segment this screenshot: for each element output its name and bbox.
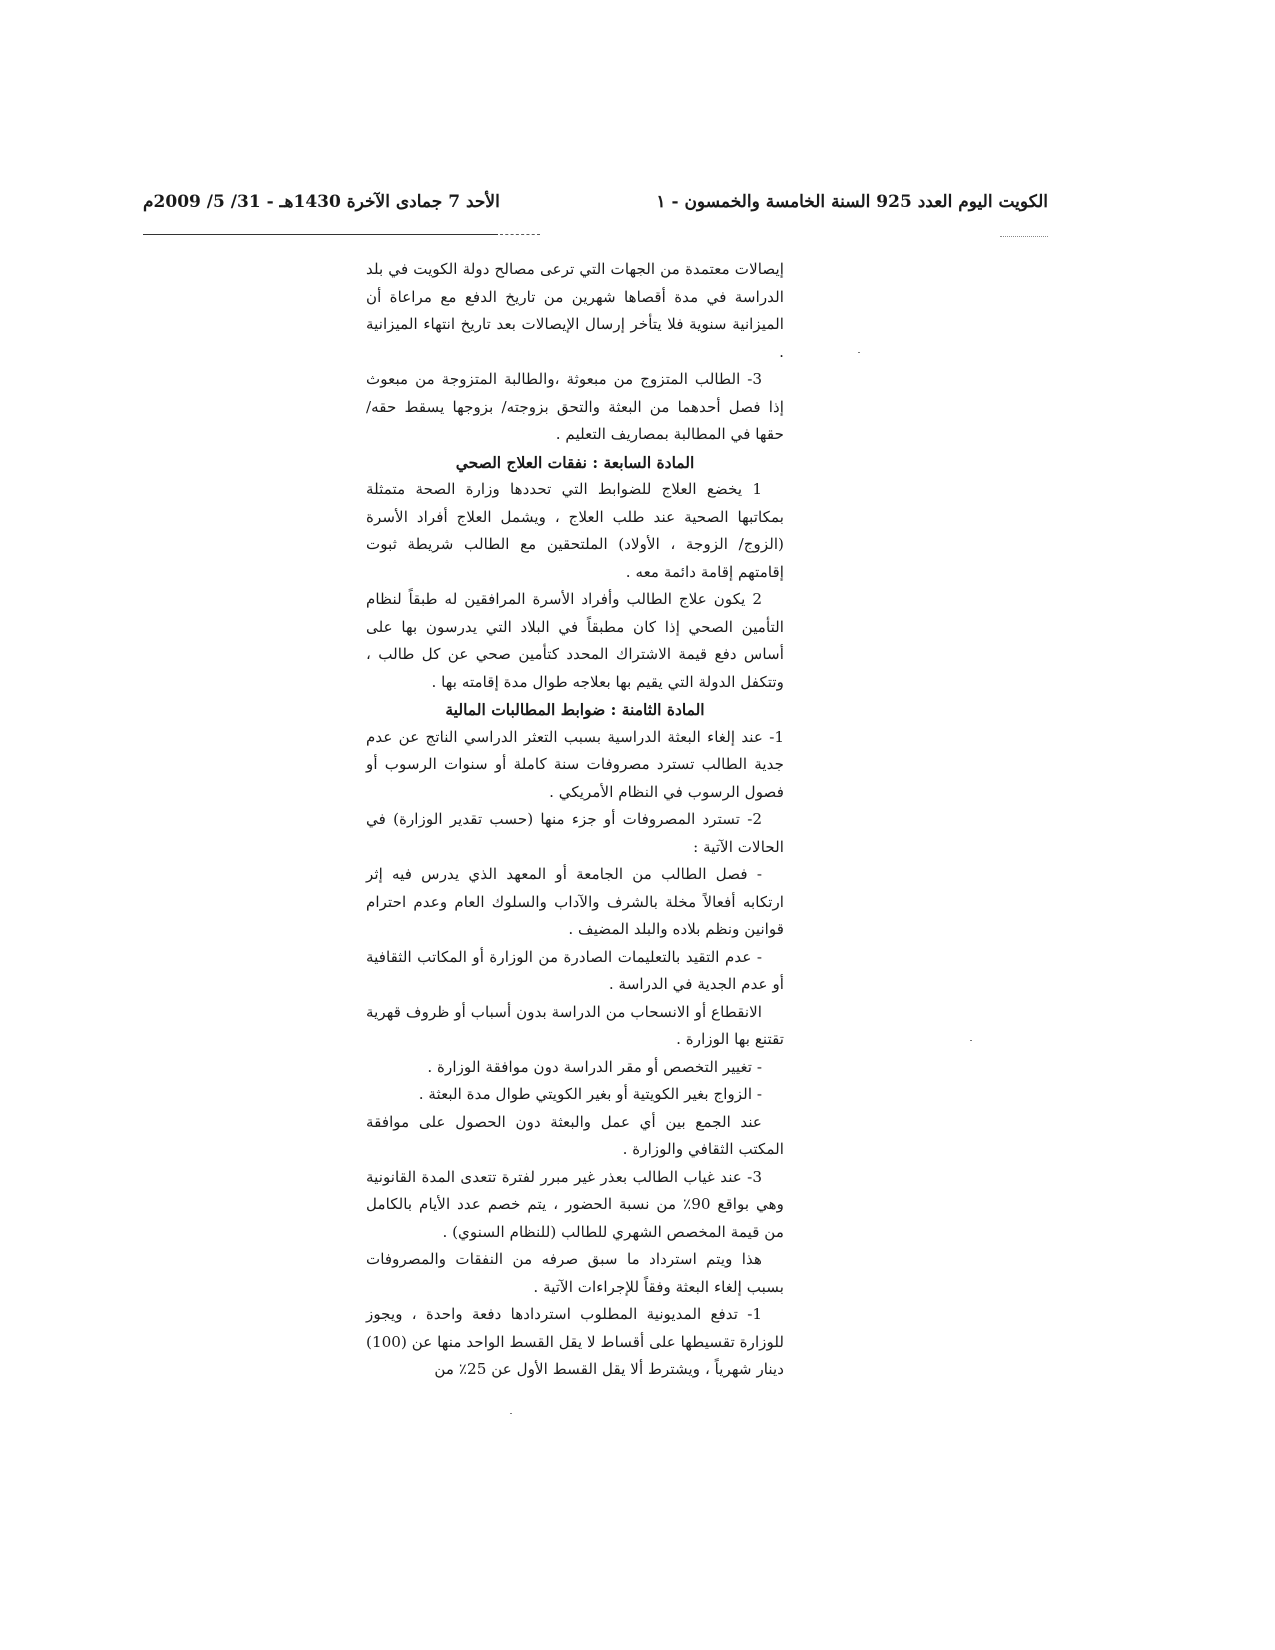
article-column xyxy=(366,256,784,1384)
page-header xyxy=(143,190,1048,220)
scan-speck xyxy=(970,1040,972,1041)
paragraph: 1- تدفع المديونية المطلوب استردادها دفعة واحدة ، ويجوز للوزارة تقسيطها على أقساط لا يقل القسط الواحد منها عن (100) دينار شهرياً ، ويشترط ألا يقل القسط الأول عن 25٪ من xyxy=(366,1305,784,1378)
paragraph: 2 يكون علاج الطالب وأفراد الأسرة المرافقين له طبقاً لنظام التأمين الصحي إذا كان مطبقاً في البلاد التي يدرسون بها على أساس دفع قيمة الاشتراك المحدد كتأمين صحي عن كل طالب ، وتتكفل الدولة التي يقيم بها بعلاجه طوال مدة إقامته بها . xyxy=(366,590,784,691)
paragraph: 3- عند غياب الطالب بعذر غير مبرر لفترة تتعدى المدة القانونية وهي بواقع 90٪ من نسبة الحضور ، يتم خصم عدد الأيام بالكامل من قيمة المخصص الشهري للطالب (للنظام السنوي) . xyxy=(366,1167,784,1241)
article-heading-8: المادة الثامنة : ضوابط المطالبات المالية xyxy=(445,700,705,719)
list-item: - تغيير التخصص أو مقر الدراسة دون موافقة الوزارة . xyxy=(427,1057,762,1076)
paragraph: 1- عند إلغاء البعثة الدراسية بسبب التعثر الدراسي الناتج عن عدم جدية الطالب تسترد مصروفات سنة كاملة أو سنوات الرسوب أو فصول الرسوب في النظام الأمريكي . xyxy=(366,727,784,801)
paragraph: هذا ويتم استرداد ما سبق صرفه من النفقات والمصروفات بسبب إلغاء البعثة وفقاً للإجراءات الآتية . xyxy=(366,1250,784,1296)
list-item: عند الجمع بين أي عمل والبعثة دون الحصول على موافقة المكتب الثقافي والوزارة . xyxy=(366,1112,784,1158)
list-item: الانقطاع أو الانسحاب من الدراسة بدون أسباب أو ظروف قهرية تقتنع بها الوزارة . xyxy=(366,1002,784,1048)
paragraph: 3- الطالب المتزوج من مبعوثة ،والطالبة المتزوجة من مبعوث إذا فصل أحدهما من البعثة والتحق بزوجته/ بزوجها يسقط حقه/ حقها في المطالبة بمصاريف التعليم . xyxy=(366,370,784,443)
header-rule xyxy=(143,234,498,235)
paragraph: 2- تسترد المصروفات أو جزء منها (حسب تقدير الوزارة) في الحالات الآتية : xyxy=(366,810,784,856)
header-rule-dotted xyxy=(1000,236,1048,237)
list-item: - الزواج بغير الكويتية أو بغير الكويتي طوال مدة البعثة . xyxy=(418,1085,762,1103)
paragraph: إيصالات معتمدة من الجهات التي ترعى مصالح دولة الكويت في بلد الدراسة في مدة أقصاها شهرين من تاريخ الدفع مع مراعاة أن الميزانية سنوية فلا يتأخر إرسال الإيصالات بعد تاريخ انتهاء الميزانية . xyxy=(366,260,784,361)
header-rule-dashed xyxy=(500,234,540,235)
scan-speck xyxy=(510,1413,512,1414)
article-heading-7: المادة السابعة : نفقات العلاج الصحي xyxy=(455,452,695,472)
issue-info: الكويت اليوم العدد 925 السنة الخامسة والخمسون - ١ xyxy=(656,192,1048,212)
list-item: - فصل الطالب من الجامعة أو المعهد الذي يدرس فيه إثر ارتكابه أفعالاً مخلة بالشرف والآداب والسلوك العام وعدم احترام قوانين ونظم بلاده والبلد المضيف . xyxy=(366,865,784,938)
scan-speck xyxy=(858,352,860,353)
list-item: - عدم التقيد بالتعليمات الصادرة من الوزارة أو المكاتب الثقافية أو عدم الجدية في الدراسة . xyxy=(366,947,784,993)
paragraph: 1 يخضع العلاج للضوابط التي تحددها وزارة الصحة متمثلة بمكاتبها الصحية عند طلب العلاج ، ويشمل العلاج أفراد الأسرة (الزوج/ الزوجة ، الأولاد) الملتحقين مع الطالب شريطة ثبوت إقامتهم إقامة دائمة معه . xyxy=(366,480,784,581)
issue-date: الأحد 7 جمادى الآخرة 1430هـ - 31/ 5/ 2009م xyxy=(143,192,500,212)
